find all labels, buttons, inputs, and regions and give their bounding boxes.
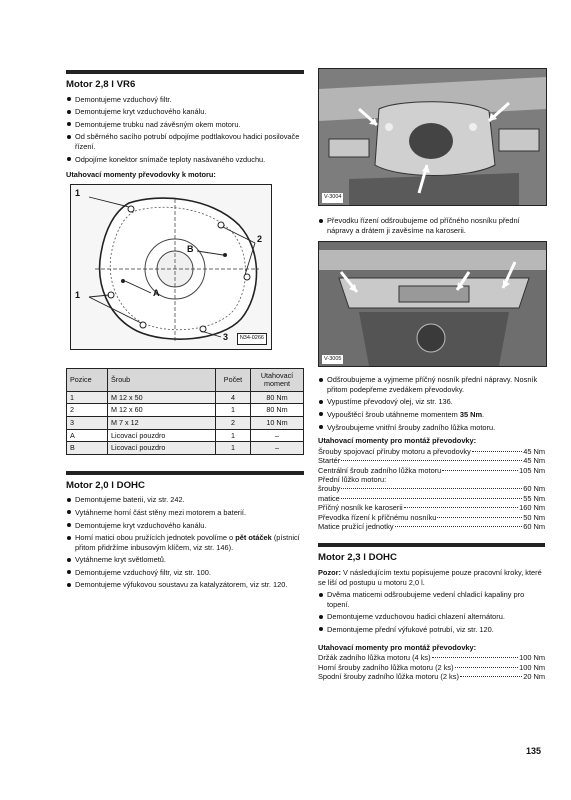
torque-heading: Utahovací momenty pro montáž převodovky:: [318, 436, 477, 446]
section-title-vr6: Motor 2,8 l VR6: [66, 79, 136, 90]
torque-row: [318, 494, 545, 503]
leader-dots: [455, 667, 519, 668]
table-cell: –: [251, 442, 304, 455]
table-cell: 10 Nm: [251, 416, 304, 429]
table-cell: 1: [216, 429, 251, 442]
table-cell: A: [67, 429, 108, 442]
torque-label: matice: [318, 493, 340, 503]
torque-value: 20 Nm: [523, 671, 545, 681]
torque-row: [318, 456, 545, 465]
section-rule: [66, 471, 304, 475]
list-item: [318, 410, 545, 420]
list-item: Demontujeme výfukovou soustavu za katalyzátorem, viz str. 120.: [66, 580, 304, 590]
torque-list: [318, 447, 545, 532]
torque-heading: Utahovací momenty pro montáž převodovky:: [318, 642, 477, 652]
underbody-drawing-2: [319, 242, 546, 366]
table-cell: B: [67, 442, 108, 455]
flange-drawing: [71, 185, 271, 349]
figure-code: N34-0266: [237, 333, 267, 345]
torque-label: Přední lůžko motoru:: [318, 474, 387, 484]
caution-label: Pozor:: [318, 568, 341, 577]
torque-value: 100 Nm: [519, 662, 545, 672]
leader-dots: [472, 451, 522, 452]
table-cell: 2: [67, 404, 108, 417]
figure-heading: Utahovací momenty převodovky k motoru:: [66, 170, 216, 180]
torque-row: [318, 513, 545, 522]
leader-dots: [432, 657, 519, 658]
torque-value: 45 Nm: [523, 456, 545, 466]
table-row: [67, 442, 304, 455]
torque-row: [318, 503, 545, 512]
underbody-drawing-1: [319, 69, 546, 205]
leader-dots: [460, 676, 522, 677]
leader-dots: [442, 470, 518, 471]
photo-code: V-3005: [322, 355, 343, 365]
left-column: [66, 70, 304, 593]
list-item: Odšroubujeme a vyjmeme příčný nosník přední nápravy. Nosník přitom podepřeme zvedákem převodovky.: [318, 375, 545, 394]
section-rule: [66, 70, 304, 74]
list-item: Demontujeme trubku nad závěsným okem motoru.: [66, 120, 304, 130]
list-item: Odpojíme konektor snímače teploty nasávaného vzduchu.: [66, 155, 304, 165]
leader-dots: [341, 460, 522, 461]
section-title-23-dohc: Motor 2,3 l DOHC: [318, 552, 397, 564]
torque-row: [318, 484, 545, 493]
item-text: Vypouštěcí šroub utáhneme momentem: [327, 409, 460, 419]
list-item: Demontujeme baterii, viz str. 242.: [66, 495, 304, 505]
list-item: Vyšroubujeme vnitřní šrouby zadního lůžka motoru.: [318, 423, 545, 433]
dohc20-steps: [66, 495, 304, 590]
table-cell: Licovací pouzdro: [108, 429, 216, 442]
torque-label: Příčný nosník ke karoserii: [318, 503, 403, 513]
torque-value: 60 Nm: [523, 484, 545, 494]
list-item: Demontujeme kryt vzduchového kanálu.: [66, 521, 304, 531]
torque-label: Horní šrouby zadního lůžka motoru (2 ks): [318, 662, 454, 672]
table-cell: 1: [67, 391, 108, 404]
list-item: Dvěma maticemi odšroubujeme vedení chladicí kapaliny pro topení.: [318, 590, 545, 609]
right-column: [318, 68, 545, 681]
table-cell: M 12 x 50: [108, 391, 216, 404]
photo-code: V-3004: [322, 193, 343, 203]
torque-label: Centrální šroub zadního lůžka motoru: [318, 465, 442, 475]
table-row: [67, 429, 304, 442]
item-text: Horní matici obou pružících jednotek povolíme o: [75, 533, 236, 543]
column-header: Počet: [216, 368, 251, 391]
table-cell: M 12 x 60: [108, 404, 216, 417]
torque-row: [318, 663, 545, 672]
torque-value: 50 Nm: [523, 512, 545, 522]
section-rule: [318, 543, 545, 547]
torque-row: [318, 672, 545, 681]
table-cell: Licovací pouzdro: [108, 442, 216, 455]
torque-value: 45 Nm: [523, 446, 545, 456]
table-header-row: [67, 368, 304, 391]
leader-dots: [404, 507, 518, 508]
list-item: Od sběrného sacího potrubí odpojíme podtlakovou hadici posilovače řízení.: [66, 132, 304, 151]
torque-row: [318, 653, 545, 662]
caution-note: [318, 568, 545, 587]
list-item: Demontujeme přední výfukové potrubí, viz str. 120.: [318, 625, 545, 635]
callout-2: 2: [257, 233, 263, 244]
list-item: [66, 533, 304, 552]
dohc23-steps: [318, 590, 545, 634]
torque-value: 60 Nm: [523, 522, 545, 531]
table-cell: 4: [216, 391, 251, 404]
callout-1-top: 1: [75, 187, 81, 198]
table-cell: 1: [216, 404, 251, 417]
torque-label: Startér: [318, 456, 341, 466]
torque-label: šrouby: [318, 484, 341, 494]
table-cell: 3: [67, 416, 108, 429]
torque-row: [318, 522, 545, 531]
table-cell: 80 Nm: [251, 391, 304, 404]
table-row: [67, 416, 304, 429]
table-row: [67, 404, 304, 417]
caution-text: V následujícím textu popisujeme pouze pracovní kroky, které se liší od postupu u motoru 2,0 l.: [318, 568, 542, 587]
table-cell: –: [251, 429, 304, 442]
callout-b: B: [187, 243, 194, 254]
item-text: .: [482, 409, 485, 419]
torque-label: Spodní šrouby zadního lůžka motoru (2 ks): [318, 671, 459, 681]
item-text: (pístnicí přitom přidržíme inbusovým klíčem, viz str. 146).: [75, 533, 300, 552]
torque-label: Držák zadního lůžka motoru (4 ks): [318, 653, 431, 663]
torque-list: [318, 653, 545, 681]
leader-dots: [395, 526, 523, 527]
crossmember-steps: [318, 375, 545, 432]
gearbox-flange-diagram: [70, 184, 272, 350]
bolt-spec-table: [66, 368, 304, 455]
callout-1-bottom: 1: [75, 289, 81, 300]
table-row: [67, 391, 304, 404]
table-cell: 1: [216, 442, 251, 455]
page-number: 135: [525, 746, 541, 756]
table-cell: 80 Nm: [251, 404, 304, 417]
torque-row: [318, 447, 545, 456]
list-item: Demontujeme vzduchovou hadici chlazení alternátoru.: [318, 612, 545, 622]
column-header: Utahovací moment: [251, 368, 304, 391]
torque-row: [318, 475, 545, 484]
item-emphasis: pět otáček: [235, 533, 272, 543]
item-emphasis: 35 Nm: [459, 409, 483, 419]
torque-label: Matice pružící jednotky: [318, 522, 394, 531]
leader-dots: [341, 488, 522, 489]
torque-value: 105 Nm: [519, 465, 545, 475]
list-item: Demontujeme vzduchový filtr.: [66, 95, 304, 105]
torque-value: 100 Nm: [519, 653, 545, 663]
torque-label: Převodka řízení k příčnému nosníku: [318, 512, 437, 522]
underbody-photo-2: [318, 241, 547, 367]
table-cell: 2: [216, 416, 251, 429]
section-title-20-dohc: Motor 2,0 l DOHC: [66, 479, 145, 491]
torque-label: Šrouby spojovací příruby motoru a převodovky: [318, 446, 471, 456]
torque-row: [318, 466, 545, 475]
steering-step: [318, 216, 545, 235]
column-header: Šroub: [108, 368, 216, 391]
list-item: Demontujeme kryt vzduchového kanálu.: [66, 107, 304, 117]
underbody-photo-1: [318, 68, 547, 206]
torque-value: 55 Nm: [523, 493, 545, 503]
column-header: Pozice: [67, 368, 108, 391]
list-item: Vytáhneme kryt světlometů.: [66, 555, 304, 565]
table-cell: M 7 x 12: [108, 416, 216, 429]
list-item: Vypustíme převodový olej, viz str. 136.: [318, 397, 545, 407]
callout-a: A: [153, 287, 160, 298]
torque-value: 160 Nm: [519, 503, 545, 513]
list-item: Vytáhneme horní část stěny mezi motorem a baterií.: [66, 508, 304, 518]
vr6-steps: [66, 95, 304, 165]
leader-dots: [341, 498, 522, 499]
list-item: Převodku řízení odšroubujeme od příčného nosníku přední nápravy a drátem ji zavěsíme na karoserii.: [318, 216, 545, 235]
callout-3: 3: [223, 331, 229, 342]
leader-dots: [437, 517, 522, 518]
list-item: Demontujeme vzduchový filtr, viz str. 100.: [66, 568, 304, 578]
